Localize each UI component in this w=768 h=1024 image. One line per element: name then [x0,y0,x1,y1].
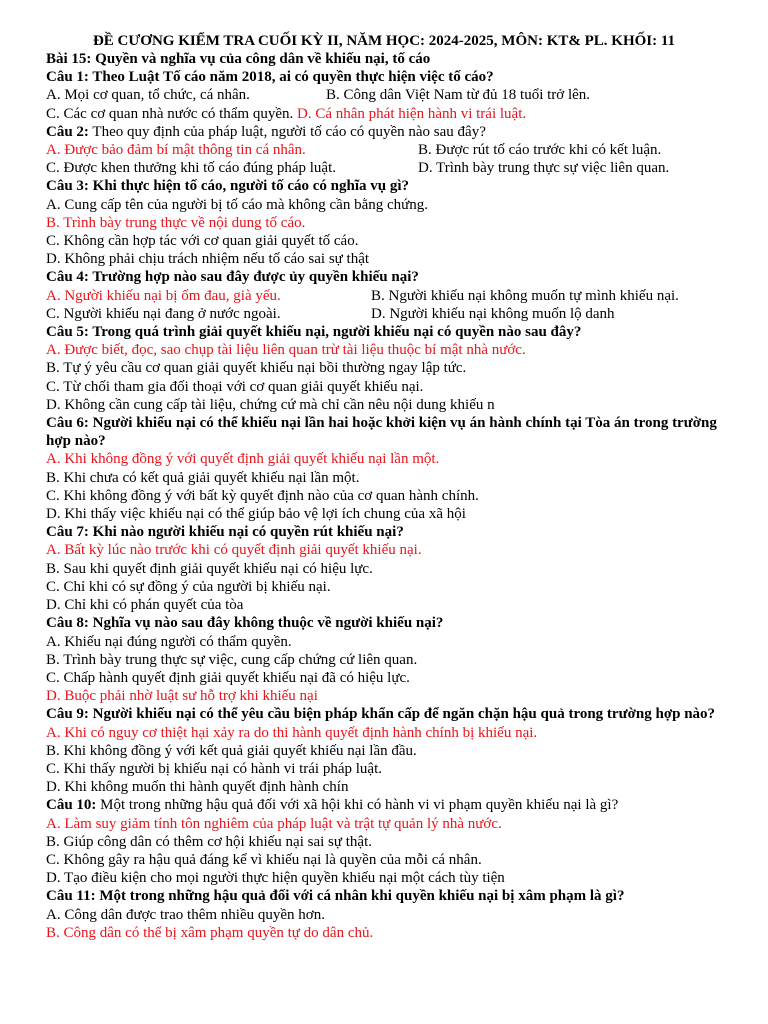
answer-option: B. Công dân có thể bị xâm phạm quyền tự do dân chủ. [46,924,374,941]
answer-option: A. Khi không đồng ý với quyết định giải quyết khiếu nại lần một. [46,451,440,468]
option-row [46,378,722,396]
answer-option: D. Không cần cung cấp tài liệu, chứng cứ mà chỉ cần nêu nội dung khiếu n [46,396,495,413]
answer-option: C. Người khiếu nại đang ở nước ngoài. [46,305,281,322]
answer-option: A. Cung cấp tên của người bị tố cáo mà không cần bằng chứng. [46,196,429,213]
option-row [46,250,722,268]
answer-option: A. Làm suy giảm tính tôn nghiêm của pháp luật và trật tự quản lý nhà nước. [46,815,502,832]
document-title: ĐỀ CƯƠNG KIỂM TRA CUỐI KỲ II, NĂM HỌC: 2024-2025, MÔN: KT& PL. KHỐI: 11 [92,33,676,49]
option-row [46,596,722,614]
answer-option: B. Được rút tố cáo trước khi có kết luận. [418,142,662,159]
option-row [46,487,722,505]
option-row [46,851,722,869]
question-text: Câu 5: Trong quá trình giải quyết khiếu nại, người khiếu nại có quyền nào sau đây? [46,324,582,341]
option-row [46,760,722,778]
answer-option: C. Từ chối tham gia đối thoại với cơ quan giải quyết khiếu nại. [46,378,424,395]
answer-option: B. Trình bày trung thực về nội dung tố cáo. [46,214,306,231]
answer-option: D. Buộc phải nhờ luật sư hỗ trợ khi khiếu nại [46,688,318,705]
option-row [46,815,722,833]
answer-option: B. Trình bày trung thực sự việc, cung cấp chứng cứ liên quan. [46,651,418,668]
option-row [46,86,722,104]
option-row [46,633,722,651]
question-text [46,796,722,814]
option-row [46,141,722,159]
option-row [46,778,722,796]
question-number: Câu 2: [46,123,89,140]
question-text [46,123,722,141]
answer-option: B. Khi chưa có kết quả giải quyết khiếu nại lần một. [46,469,360,486]
option-row [46,232,722,250]
answer-option: A. Được biết, đọc, sao chụp tài liệu liên quan trừ tài liệu thuộc bí mật nhà nước. [46,342,526,359]
option-row [46,196,722,214]
question-text: Câu 9: Người khiếu nại có thể yêu cầu biện pháp khẩn cấp để ngăn chặn hậu quả trong trường hợp nào? [46,706,716,723]
answer-option: C. Không cần hợp tác với cơ quan giải quyết tố cáo. [46,233,359,250]
question-list [46,68,722,942]
answer-option: C. Các cơ quan nhà nước có thẩm quyền. [46,105,294,122]
option-row [46,869,722,887]
question-text: Câu 1: Theo Luật Tố cáo năm 2018, ai có quyền thực hiện việc tố cáo? [46,69,494,86]
option-row [46,669,722,687]
answer-option: D. Trình bày trung thực sự việc liên quan. [418,160,670,177]
answer-option: D. Cá nhân phát hiện hành vi trái luật. [297,105,527,122]
answer-option: C. Không gây ra hậu quả đáng kể vì khiếu nại là quyền của mỗi cá nhân. [46,851,482,868]
option-row [46,906,722,924]
question-block [46,177,722,268]
answer-option: D. Tạo điều kiện cho mọi người thực hiện quyền khiếu nại một cách tùy tiện [46,870,505,887]
lesson-heading: Bài 15: Quyền và nghĩa vụ của công dân về khiếu nại, tố cáo [46,51,431,67]
answer-option: A. Người khiếu nại bị ốm đau, già yếu. [46,287,281,304]
answer-option: D. Khi thấy việc khiếu nại có thể giúp bảo vệ lợi ích chung của xã hội [46,506,466,523]
option-row [46,742,722,760]
answer-option: A. Công dân được trao thêm nhiều quyền hơn. [46,906,325,923]
answer-option: A. Được bảo đảm bí mật thông tin cá nhân. [46,142,306,159]
question-block [46,414,722,523]
option-row [46,159,722,177]
question-block [46,705,722,796]
answer-option: C. Chỉ khi có sự đồng ý của người bị khiếu nại. [46,578,331,595]
answer-option: A. Bất kỳ lúc nào trước khi có quyết định giải quyết khiếu nại. [46,542,422,559]
answer-option: C. Chấp hành quyết định giải quyết khiếu nại đã có hiệu lực. [46,669,410,686]
answer-option: D. Chỉ khi có phán quyết của tòa [46,597,244,614]
question-block [46,323,722,414]
question-block [46,123,722,178]
answer-option: D. Người khiếu nại không muốn lộ danh [371,305,615,322]
option-row [46,287,722,305]
option-row [46,505,722,523]
answer-option: B. Người khiếu nại không muốn tự mình khiếu nại. [371,287,679,304]
option-row [46,359,722,377]
question-text: Câu 11: Một trong những hậu quả đối với cá nhân khi quyền khiếu nại bị xâm phạm là gì? [46,888,625,905]
option-row [46,450,722,468]
answer-option: D. Khi không muốn thi hành quyết định hành chín [46,779,349,796]
question-block [46,523,722,614]
question-text: Câu 6: Người khiếu nại có thể khiếu nại lần hai hoặc khởi kiện vụ án hành chính tại Tòa án trong trường hợp nào? [46,415,717,450]
question-text: Câu 4: Trường hợp nào sau đây được ủy quyền khiếu nại? [46,269,419,286]
answer-option: C. Khi không đồng ý với bất kỳ quyết định nào của cơ quan hành chính. [46,487,479,504]
answer-option: A. Khiếu nại đúng người có thẩm quyền. [46,633,292,650]
answer-option: A. Khi có nguy cơ thiệt hại xảy ra do thi hành quyết định hành chính bị khiếu nại. [46,724,538,741]
option-row [46,105,722,123]
option-row [46,724,722,742]
option-row [46,560,722,578]
option-row [46,541,722,559]
option-row [46,651,722,669]
question-text: Câu 7: Khi nào người khiếu nại có quyền rút khiếu nại? [46,524,404,541]
option-row [46,341,722,359]
option-row [46,924,722,942]
question-block [46,68,722,123]
option-row [46,305,722,323]
answer-option: B. Sau khi quyết định giải quyết khiếu nại có hiệu lực. [46,560,373,577]
answer-option: B. Tự ý yêu cầu cơ quan giải quyết khiếu nại bồi thường ngay lập tức. [46,360,467,377]
answer-option: C. Khi thấy người bị khiếu nại có hành vi trái pháp luật. [46,760,382,777]
question-number: Câu 10: [46,797,97,814]
question-body: Một trong những hậu quả đối với xã hội khi có hành vi vi phạm quyền khiếu nại là gì? [96,797,619,814]
answer-option: D. Không phải chịu trách nhiệm nếu tố cáo sai sự thật [46,251,370,268]
option-row [46,214,722,232]
answer-option: B. Khi không đồng ý với kết quả giải quyết khiếu nại lần đầu. [46,742,417,759]
question-block [46,796,722,887]
answer-option: B. Giúp công dân có thêm cơ hội khiếu nại sai sự thật. [46,833,373,850]
option-row [46,578,722,596]
option-row [46,833,722,851]
option-row [46,687,722,705]
option-row [46,396,722,414]
answer-option: B. Công dân Việt Nam từ đủ 18 tuổi trở lên. [326,87,591,104]
question-text: Câu 8: Nghĩa vụ nào sau đây không thuộc về người khiếu nại? [46,615,444,632]
question-block [46,887,722,942]
question-block [46,614,722,705]
question-text: Câu 3: Khi thực hiện tố cáo, người tố cáo có nghĩa vụ gì? [46,178,409,195]
question-block [46,268,722,323]
answer-option: C. Được khen thưởng khi tố cáo đúng pháp luật. [46,160,336,177]
question-body: Theo quy định của pháp luật, người tố cáo có quyền nào sau đây? [88,123,486,140]
answer-option: A. Mọi cơ quan, tổ chức, cá nhân. [46,87,250,104]
option-row [46,469,722,487]
